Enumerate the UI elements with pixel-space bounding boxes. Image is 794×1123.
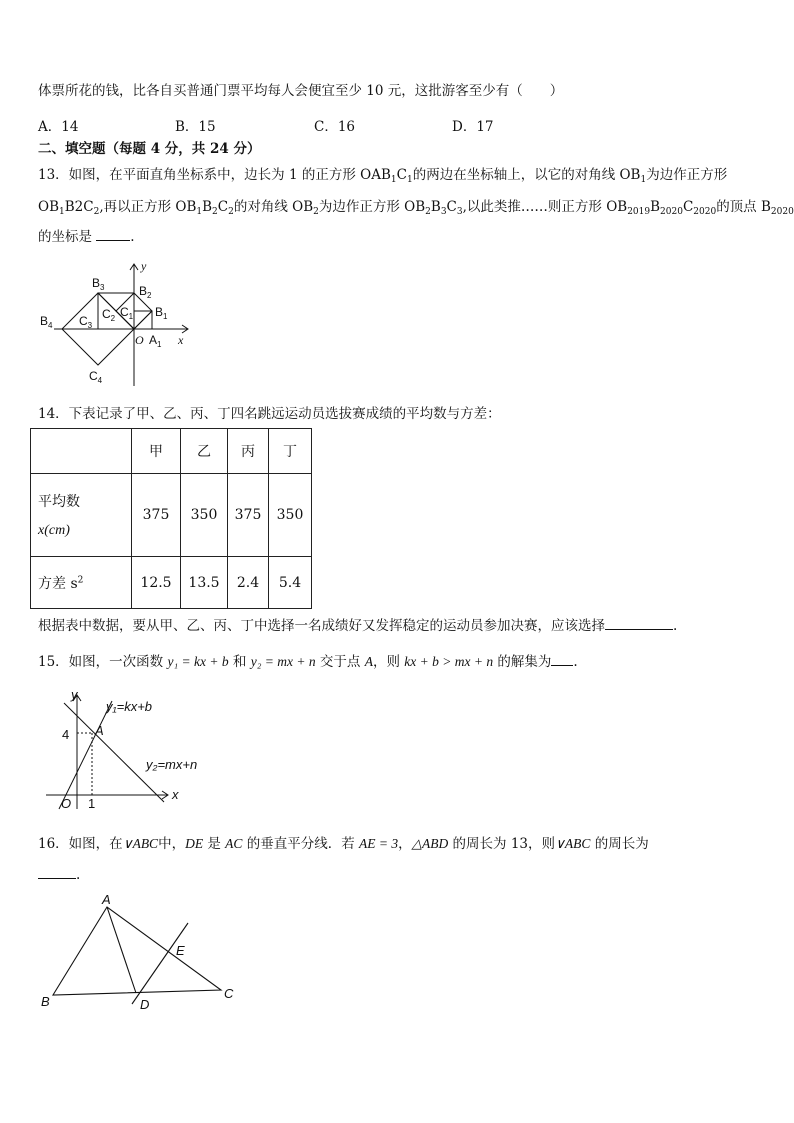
table-cell: 13.5 xyxy=(181,557,228,609)
stats-table xyxy=(30,428,312,609)
q12-option-c[interactable]: C．16 xyxy=(314,119,356,135)
table-cell: 2.4 xyxy=(228,557,269,609)
axis-label-x: x xyxy=(172,787,179,802)
label-C4: $C_4$ xyxy=(89,369,103,385)
label-B2: $B_2$ xyxy=(139,284,152,300)
q13-line2: $OB_1B2C_2$,再以正方形 $OB_1B_2C_2$的对角线 $OB_2$为边作正方形 $OB_2B_3C_3$,以此类推……则正方形 $OB_{2019}B_{2020}C_{2020}$的顶点 $B_{2020}$ xyxy=(38,199,794,217)
q12-option-d[interactable]: D．17 xyxy=(452,119,494,135)
label-y: y xyxy=(141,259,147,273)
label-B1: $B_1$ xyxy=(155,305,168,321)
segment-ad xyxy=(107,907,136,993)
line-y2 xyxy=(64,703,164,802)
row-label-mean: 平均数 x(cm) xyxy=(31,474,132,557)
table-cell: 5.4 xyxy=(269,557,312,609)
label-C2: $C_2$ xyxy=(102,307,116,323)
q16-answer-blank[interactable] xyxy=(38,878,76,879)
label-O: O xyxy=(135,333,144,347)
vertex-label-E: E xyxy=(176,943,185,958)
q13-line3: 的坐标是 . xyxy=(38,229,135,245)
q12-option-b[interactable]: B．15 xyxy=(175,119,216,135)
label-C1: $C_1$ xyxy=(120,305,134,321)
label-B4: $B_4$ xyxy=(40,314,53,330)
line-label-y2: y₂=mx+n xyxy=(146,757,198,772)
header-bing: 丙 xyxy=(228,429,269,474)
q12-options xyxy=(38,115,758,133)
vertex-label-A: A xyxy=(102,892,111,907)
vertex-label-D: D xyxy=(140,997,150,1012)
vertex-label-C: C xyxy=(224,986,234,1001)
label-x: x xyxy=(178,333,184,347)
table-cell: 350 xyxy=(181,474,228,557)
q16-figure xyxy=(36,892,246,1017)
header-yi: 乙 xyxy=(181,429,228,474)
triangle-abc xyxy=(53,907,221,995)
table-row xyxy=(31,474,312,557)
q12-option-a[interactable]: A．14 xyxy=(38,119,79,135)
q12-text: 体票所花的钱，比各自买普通门票平均每人会便宜至少 10 元，这批游客至少有（ ） xyxy=(38,83,564,99)
table-cell: 350 xyxy=(269,474,312,557)
origin-label: O xyxy=(61,796,72,811)
line-y1 xyxy=(59,701,112,809)
tick-label-1: 1 xyxy=(88,796,96,811)
q14-answer-blank[interactable] xyxy=(605,629,673,630)
q15-figure xyxy=(40,685,240,815)
line-label-y1: y₁=kx+b xyxy=(106,699,153,714)
vertex-label-B: B xyxy=(41,994,50,1009)
q13-line1: 13．如图，在平面直角坐标系中，边长为 1 的正方形 $OAB_1C_1$的两边在坐标轴上，以它的对角线 $OB_1$为边作正方形 xyxy=(38,167,728,185)
row-label-variance: 方差 $s^2$ xyxy=(31,557,132,609)
table-cell: 375 xyxy=(228,474,269,557)
axis-label-y: y xyxy=(71,687,78,702)
point-label-A: A xyxy=(95,723,104,738)
q16-text: 16．如图，在∨ABC中，DE 是 AC 的垂直平分线．若 AE = 3，△ABD 的周长为 13，则∨ABC 的周长为 xyxy=(38,836,649,852)
table-row xyxy=(31,557,312,609)
label-C3: $C_3$ xyxy=(79,314,93,330)
q15-text: 15．如图，一次函数 y₁ = kx + b 和 y₂ = mx + n 交于点 A，则 kx + b > mx + n 的解集为 . xyxy=(38,654,578,670)
table-header-row xyxy=(31,429,312,474)
q13-answer-blank[interactable] xyxy=(96,240,130,241)
header-jia: 甲 xyxy=(132,429,181,474)
q14-question: 根据表中数据，要从甲、乙、丙、丁中选择一名成绩好又发挥稳定的运动员参加决赛，应该选择 . xyxy=(38,618,678,634)
label-B3: $B_3$ xyxy=(92,276,105,292)
header-ding: 丁 xyxy=(269,429,312,474)
q13-figure xyxy=(36,256,196,391)
q16-answer-line: . xyxy=(38,866,80,884)
table-cell: 375 xyxy=(132,474,181,557)
q15-answer-blank[interactable] xyxy=(551,665,573,666)
section-title: 二、填空题（每题 4 分，共 24 分） xyxy=(38,141,261,157)
label-A1: $A_1$ xyxy=(149,333,162,349)
table-cell: 12.5 xyxy=(132,557,181,609)
tick-label-4: 4 xyxy=(62,727,70,742)
q14-intro: 14．下表记录了甲、乙、丙、丁四名跳远运动员选拔赛成绩的平均数与方差： xyxy=(38,406,501,422)
